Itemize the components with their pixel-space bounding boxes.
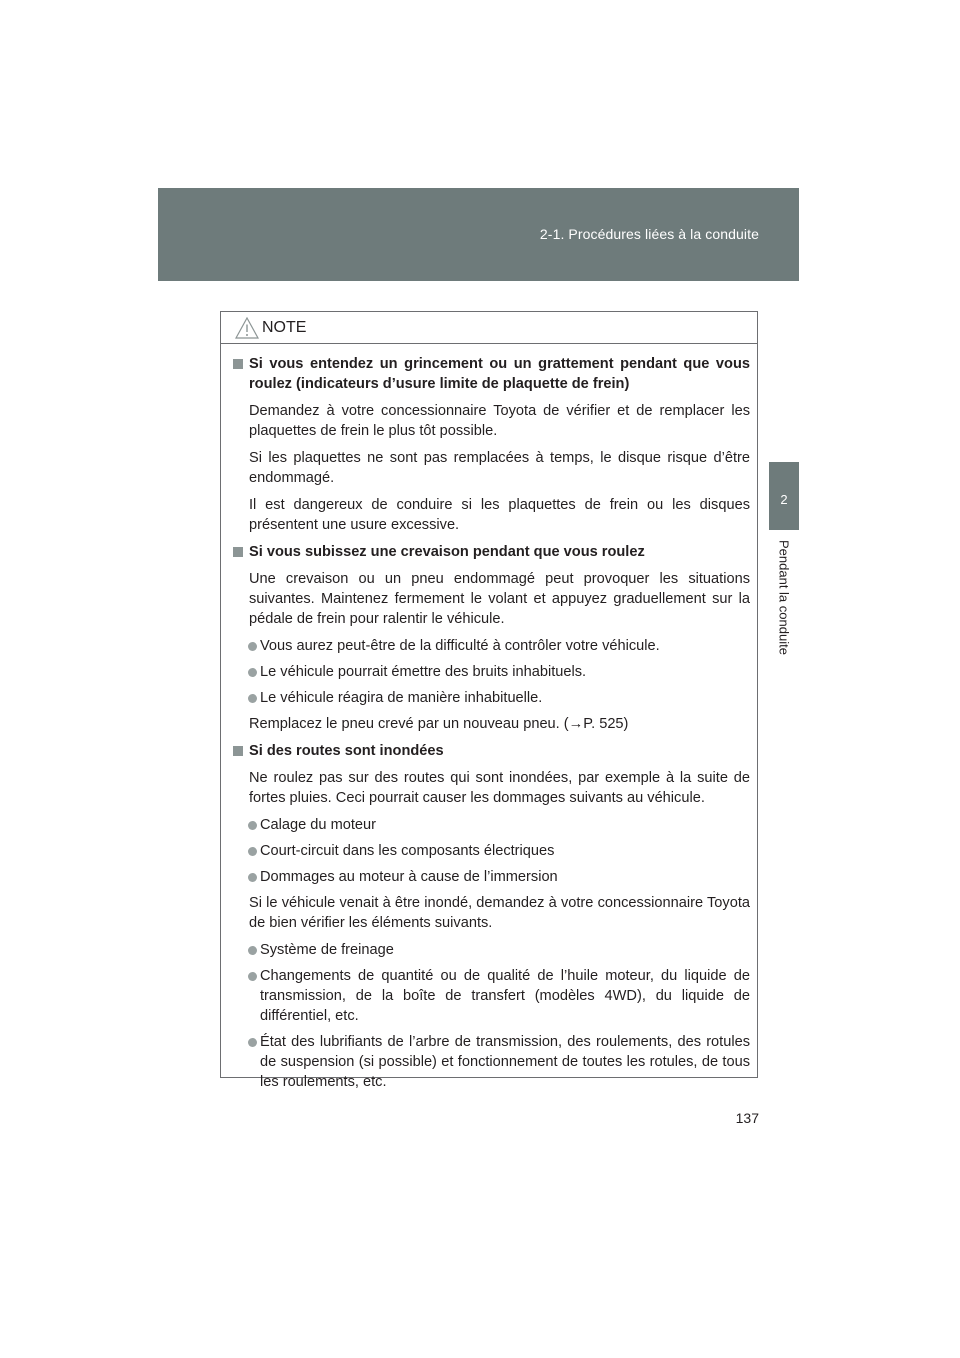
paragraph: Il est dangereux de conduire si les plaquettes de frein ou les disques présentent une usure excessive.: [249, 497, 750, 533]
bullet-text: Le véhicule réagira de manière inhabituelle.: [260, 690, 543, 706]
round-bullet-icon: [248, 847, 257, 856]
note-header: [221, 312, 757, 344]
note-box: [220, 311, 758, 1090]
chapter-tab: [769, 462, 799, 530]
section-heading-text: Si vous entendez un grincement ou un grattement pendant que vous roulez (indicateurs d’usure limite de plaquette de frein): [249, 356, 750, 392]
chapter-label: Pendant la conduite: [776, 540, 792, 655]
bullet-item: [229, 815, 750, 835]
round-bullet-icon: [248, 946, 257, 955]
bullet-item: [229, 841, 750, 861]
warning-triangle-icon: [235, 317, 259, 339]
round-bullet-icon: [248, 1038, 257, 1047]
square-bullet-icon: [233, 746, 243, 756]
header-band: [158, 188, 799, 281]
paragraph: Ne roulez pas sur des routes qui sont inondées, par exemple à la suite de fortes pluies. Ceci pourrait causer les dommages suivants au véhicule.: [249, 770, 750, 806]
bullet-text: Vous aurez peut-être de la difficulté à contrôler votre véhicule.: [260, 638, 660, 654]
page-number: 137: [735, 1110, 759, 1126]
bullet-text: Changements de quantité ou de qualité de l’huile moteur, du liquide de transmission, de la boîte de transfert (modèles 4WD), du liquide de différentiel, etc.: [260, 968, 750, 1024]
bullet-item: [229, 662, 750, 682]
paragraph: Si le véhicule venait à être inondé, demandez à votre concessionnaire Toyota de bien vérifier les éléments suivants.: [249, 895, 750, 931]
chapter-label-container: [769, 540, 799, 720]
round-bullet-icon: [248, 642, 257, 651]
square-bullet-icon: [233, 547, 243, 557]
bullet-text: Calage du moteur: [260, 817, 377, 833]
section-heading: [229, 741, 750, 761]
round-bullet-icon: [248, 972, 257, 981]
paragraph: Si les plaquettes ne sont pas remplacées à temps, le disque risque d’être endommagé.: [249, 450, 750, 486]
bullet-text: Système de freinage: [260, 942, 394, 958]
bullet-item: [229, 688, 750, 708]
note-title: NOTE: [262, 319, 307, 336]
note-body: [221, 344, 757, 1092]
square-bullet-icon: [233, 359, 243, 369]
bullet-item: [229, 1032, 750, 1092]
round-bullet-icon: [248, 821, 257, 830]
paragraph: Remplacez le pneu crevé par un nouveau pneu. (→P. 525): [249, 716, 629, 732]
bullet-text: Dommages au moteur à cause de l’immersion: [260, 869, 558, 885]
bullet-item: [229, 636, 750, 656]
paragraph: Une crevaison ou un pneu endommagé peut provoquer les situations suivantes. Maintenez fermement le volant et appuyez graduellement sur la pédale de frein pour ralentir le véhicule.: [249, 571, 750, 627]
bullet-item: [229, 940, 750, 960]
bullet-text: État des lubrifiants de l’arbre de transmission, des roulements, des rotules de suspension (si possible) et fonctionnement de toutes les rotules, de tous les roulements, etc.: [260, 1034, 750, 1090]
section-heading-text: Si vous subissez une crevaison pendant que vous roulez: [249, 544, 645, 560]
section-heading: [229, 354, 750, 394]
bullet-text: Court-circuit dans les composants électriques: [260, 843, 555, 859]
round-bullet-icon: [248, 873, 257, 882]
bullet-text: Le véhicule pourrait émettre des bruits inhabituels.: [260, 664, 587, 680]
round-bullet-icon: [248, 694, 257, 703]
bullet-item: [229, 867, 750, 887]
round-bullet-icon: [248, 668, 257, 677]
section-title: 2-1. Procédures liées à la conduite: [539, 226, 759, 242]
section-heading-text: Si des routes sont inondées: [249, 743, 444, 759]
chapter-number: 2: [780, 492, 788, 507]
section-heading: [229, 542, 750, 562]
paragraph: Demandez à votre concessionnaire Toyota de vérifier et de remplacer les plaquettes de frein le plus tôt possible.: [249, 403, 750, 439]
bullet-item: [229, 966, 750, 1026]
